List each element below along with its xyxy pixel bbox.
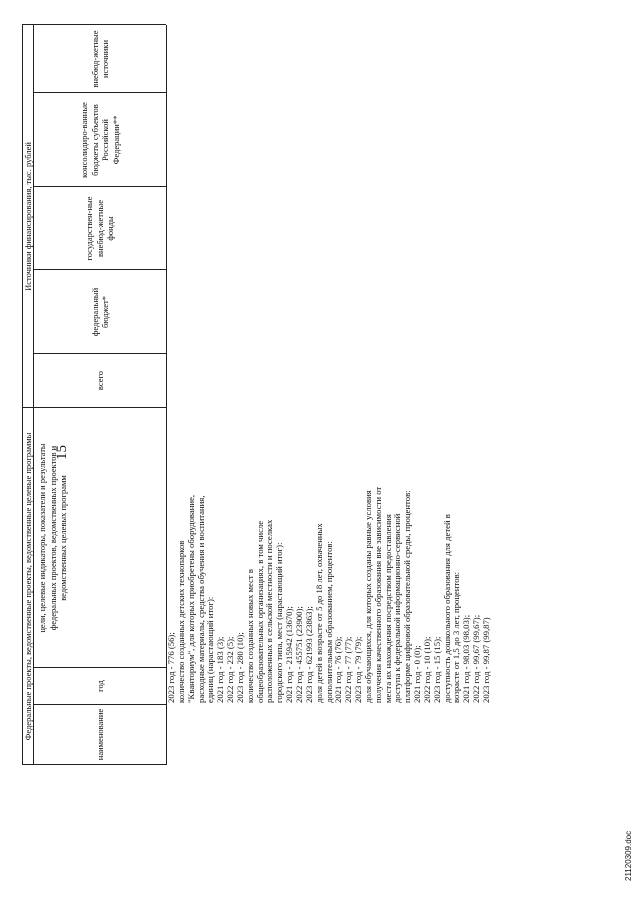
- group-header-projects: Федеральные проекты, ведомственные проекты, ведомственные целевые программы: [23, 432, 33, 741]
- text-line: 2022 год - 232 (5);: [225, 636, 236, 703]
- col-divider-federal-state: [33, 269, 166, 270]
- goals-text-block: [167, 373, 492, 703]
- text-line: доля детей в возрасте от 5 до 18 лет, охваченных: [313, 523, 324, 703]
- text-line: 2022 год - 77 (77);: [343, 636, 354, 703]
- col-header-name: наименование: [94, 708, 105, 761]
- text-line: 2022 год - 10 (10);: [421, 636, 432, 703]
- text-line: 2023 год - 99,87 (99,87): [481, 617, 491, 703]
- text-line: 2022 год - 99,67 (99,67);: [471, 614, 482, 703]
- text-line: дополнительным образованием, процентов:: [323, 541, 334, 703]
- text-line: городского типа, мест (нарастающий итог):: [274, 542, 285, 703]
- text-line: 2023 год - 280 (10);: [234, 632, 245, 703]
- col-divider-regional-extra: [33, 92, 166, 93]
- text-line: количество созданных новых мест в: [244, 569, 255, 703]
- text-line: 2023 год - 776 (56);: [166, 632, 176, 703]
- text-line: "Кванториум", для которых приобретены оборудование,: [185, 494, 196, 703]
- text-line: расходные материалы, средства обучения и воспитания,: [195, 495, 206, 703]
- text-line: количество созданных детских технопарков: [175, 540, 186, 703]
- col-header-regional: консолидиро-ванные бюджеты субъектов Российской Федерации**: [79, 102, 121, 178]
- text-line: места их нахождения посредством предоставления: [382, 514, 393, 703]
- col-header-goals: цели, целевые индикаторы, показатели и результаты федеральных проектов, ведомственных проектов и ведомственных целевых программ: [37, 443, 68, 633]
- col-header-federal: федеральный бюджет*: [89, 287, 110, 337]
- text-line: доля обучающихся, для которых созданы равные условия: [362, 490, 373, 703]
- col-header-year: год: [94, 680, 105, 692]
- text-line: 2023 год - 621993 (23863);: [303, 606, 314, 703]
- table-right-border: [22, 24, 166, 25]
- text-line: получения качественного образования вне зависимости от: [372, 486, 383, 703]
- col-divider-state-regional: [33, 186, 166, 187]
- text-line: 2023 год - 15 (15);: [431, 636, 442, 703]
- text-line: доступность дошкольного образования для детей в: [441, 514, 452, 703]
- col-header-total: всего: [94, 370, 105, 391]
- text-line: возрасте от 1,5 до 3 лет, процентов:: [451, 571, 462, 703]
- page-number: 15: [54, 445, 70, 460]
- text-line: расположенных в сельской местности и поселках: [264, 519, 275, 703]
- text-line: 2021 год - 98,03 (98,03);: [461, 614, 472, 703]
- table-left-border: [22, 764, 166, 765]
- col-header-extra: внебюд-жетные источники: [89, 30, 110, 88]
- text-line: 2023 год - 79 (79);: [353, 636, 364, 703]
- text-line: 2021 год - 76 (76);: [333, 636, 344, 703]
- col-header-state-funds: государствен-ные внебюд-жетные фонды: [84, 196, 116, 261]
- text-line: 2021 год - 215942 (13670);: [284, 606, 295, 703]
- text-line: 2022 год - 455751 (23900);: [293, 606, 304, 703]
- footer-filename: 21120309.doc: [624, 830, 633, 881]
- group-header-funding: Источники финансирования, тыс. рублей: [23, 142, 33, 291]
- text-line: доступа к федеральной информационно-сервисной: [392, 513, 403, 703]
- text-line: общеобразовательных организациях, в том числе: [254, 520, 265, 703]
- text-line: единиц (нарастающий итог):: [205, 596, 216, 703]
- text-line: 2021 год - 0 (0);: [412, 645, 423, 703]
- text-line: платформе цифровой образовательной среды, процентов:: [402, 490, 413, 703]
- col-divider-goals-total: [22, 407, 166, 408]
- text-line: 2021 год - 183 (3);: [215, 636, 226, 703]
